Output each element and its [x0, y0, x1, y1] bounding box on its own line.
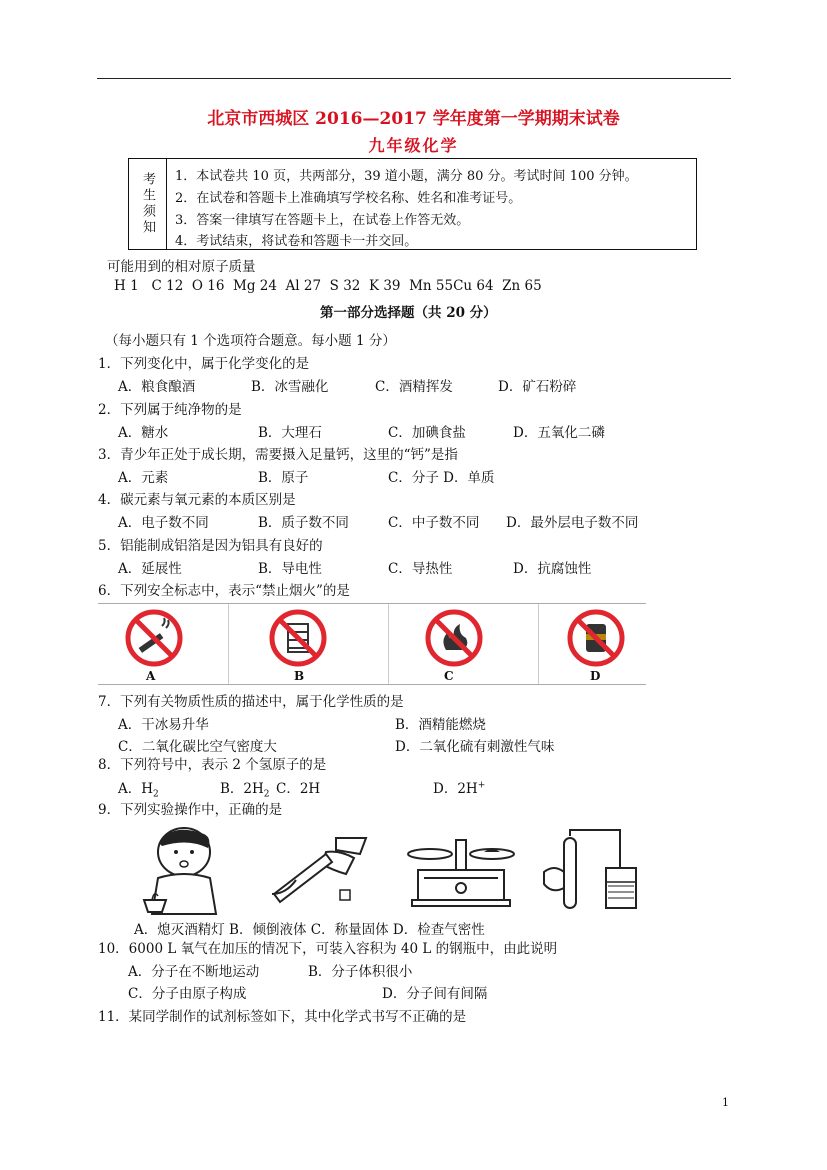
q8-option-b: B．$2H_2$: [220, 781, 270, 800]
sign-label-a: A: [146, 669, 156, 683]
q4-option-b: B．质子数不同: [258, 515, 349, 531]
q10-option-a: A．分子在不断地运动: [128, 964, 260, 980]
sign-cell-c: [388, 604, 539, 684]
q10-option-d: D．分子间有间隔: [382, 986, 488, 1002]
exam-subtitle: 九年级化学: [368, 136, 459, 155]
notice-item: 1．本试卷共 10 页，共两部分，39 道小题，满分 80 分。考试时间 100 分钟。: [175, 169, 638, 184]
q4-option-d: D．最外层电子数不同: [506, 515, 639, 531]
atomic-mass-label: 可能用到的相对原子质量: [107, 259, 256, 275]
sign-cell-a: [98, 604, 229, 684]
atomic-mass-values: H 1 C 12 O 16 Mg 24 Al 27 S 32 K 39 Mn 55Cu 64 Zn 65: [114, 278, 542, 294]
q1-option-d: D．矿石粉碎: [498, 379, 577, 395]
no-smoking-sign-icon: [124, 608, 184, 668]
q5-option-c: C．导热性: [388, 561, 453, 577]
notice-item: 3．答案一律填写在答题卡上，在试卷上作答无效。: [175, 213, 470, 228]
q10-option-b: B．分子体积很小: [308, 964, 413, 980]
q5-option-a: A．延展性: [118, 561, 182, 577]
q2-option-d: D．五氧化二磷: [513, 425, 605, 441]
q1-option-b: B．冰雪融化: [251, 379, 329, 395]
q7-option-b: B．酒精能燃烧: [395, 717, 486, 733]
balance-scale-illustration: [404, 836, 518, 910]
question-7-stem: 7．下列有关物质性质的描述中，属于化学性质的是: [98, 694, 404, 710]
question-5-stem: 5．铝能制成铝箔是因为铝具有良好的: [98, 538, 323, 554]
question-11-stem: 11．某同学制作的试剂标签如下，其中化学式书写不正确的是: [98, 1009, 467, 1025]
q5-option-b: B．导电性: [258, 561, 322, 577]
sign-label-d: D: [590, 669, 601, 683]
question-3-stem: 3．青少年正处于成长期，需要摄入足量钙，这里的“钙”是指: [98, 447, 458, 463]
q4-option-a: A．电子数不同: [118, 515, 209, 531]
sign-label-b: B: [294, 669, 305, 683]
question-8-stem: 8．下列符号中，表示 2 个氢原子的是: [98, 757, 327, 773]
q9-options: A．熄灭酒精灯 B．倾倒液体 C．称量固体 D．检查气密性: [134, 922, 485, 938]
question-9-stem: 9．下列实验操作中，正确的是: [98, 802, 283, 818]
q8-option-c: C．2H: [276, 781, 321, 797]
header-rule: [97, 78, 731, 79]
no-fire-sign-icon: [424, 608, 484, 668]
sign-cell-d: [538, 604, 646, 684]
q1-option-c: C．酒精挥发: [375, 379, 453, 395]
q7-option-a: A．干冰易升华: [118, 717, 209, 733]
q1-option-a: A．粮食酿酒: [118, 379, 196, 395]
safety-sign-row: [98, 603, 646, 685]
q10-option-c: C．分子由原子构成: [128, 986, 247, 1002]
page-number: 1: [722, 1096, 729, 1109]
q8-option-d: D．2H+: [433, 780, 486, 797]
student-lamp-illustration: [134, 822, 230, 916]
q3-option-a: A．元素: [118, 470, 169, 486]
exam-notice-box: [128, 158, 697, 250]
exam-title: 北京市西城区 2016—2017 学年度第一学期期末试卷: [207, 109, 620, 129]
notice-item: 4．考试结束，将试卷和答题卡一并交回。: [175, 234, 418, 249]
no-oil-drum-sign-icon: [566, 608, 626, 668]
q2-option-a: A．糖水: [118, 425, 169, 441]
part1-title: 第一部分选择题（共 20 分）: [320, 305, 497, 321]
question-10-stem: 10．6000 L 氧气在加压的情况下，可装入容积为 40 L 的钢瓶中，由此说明: [98, 941, 558, 957]
airtightness-apparatus-illustration: [540, 826, 646, 912]
q4-option-c: C．中子数不同: [388, 515, 480, 531]
q7-option-d: D．二氧化硫有刺激性气味: [395, 739, 555, 755]
q3-option-b: B．原子: [258, 470, 309, 486]
sign-cell-b: [228, 604, 389, 684]
question-1-stem: 1．下列变化中，属于化学变化的是: [98, 356, 310, 372]
question-6-stem: 6．下列安全标志中，表示“禁止烟火”的是: [98, 583, 350, 599]
sign-label-c: C: [444, 669, 454, 683]
question-4-stem: 4．碳元素与氧元素的本质区别是: [98, 492, 296, 508]
pouring-liquid-illustration: [266, 832, 378, 912]
notice-side-label: 考生须知: [129, 159, 167, 249]
notice-item: 2．在试卷和答题卡上准确填写学校名称、姓名和准考证号。: [175, 191, 522, 206]
q8-option-a: A．$H_2$: [118, 781, 159, 800]
q2-option-b: B．大理石: [258, 425, 322, 441]
q5-option-d: D．抗腐蚀性: [513, 561, 592, 577]
q3-option-cd: C．分子 D．单质: [388, 470, 495, 486]
question-2-stem: 2．下列属于纯净物的是: [98, 402, 242, 418]
part1-instructions: （每小题只有 1 个选项符合题意。每小题 1 分）: [105, 333, 396, 349]
q7-option-c: C．二氧化碳比空气密度大: [118, 739, 277, 755]
no-stacking-sign-icon: [268, 608, 328, 668]
q2-option-c: C．加碘食盐: [388, 425, 466, 441]
